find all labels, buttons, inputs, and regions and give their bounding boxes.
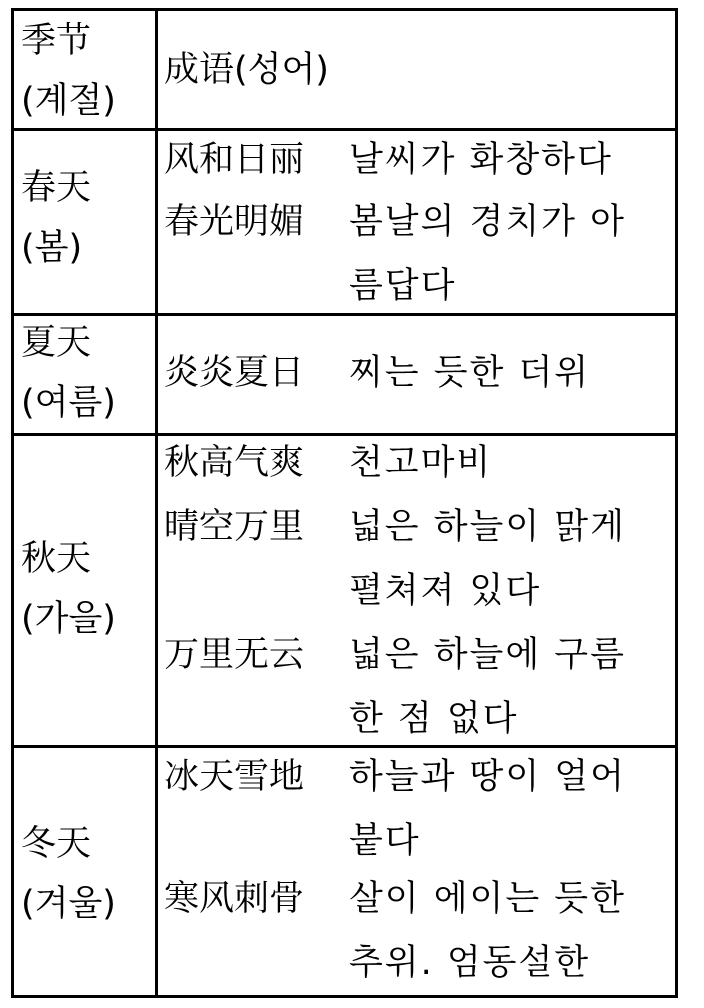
season-idiom-table	[11, 8, 678, 998]
idiom-text: 风和日丽	[164, 140, 305, 180]
season-name: 春天	[21, 168, 92, 208]
meaning-line: 붙다	[349, 821, 421, 861]
season-name-ko: (여름)	[21, 383, 116, 423]
meaning-line: 살이 에이는 듯한	[349, 879, 626, 919]
meaning-line: 찌는 듯한 더위	[349, 353, 591, 393]
column-divider	[155, 11, 158, 995]
header-season-label: 季节	[21, 21, 92, 61]
meaning-line: 천고마비	[349, 443, 493, 483]
season-name: 夏天	[21, 323, 92, 363]
idiom-text: 炎炎夏日	[164, 353, 305, 393]
meaning-line: 펼쳐져 있다	[349, 571, 542, 611]
season-cell-winter	[21, 814, 116, 934]
idiom-text: 万里无云	[164, 635, 305, 675]
season-cell-autumn	[21, 529, 116, 649]
idiom-meaning	[349, 431, 679, 495]
header-season-label-ko: (계절)	[21, 81, 116, 121]
idiom-meaning	[349, 128, 679, 192]
meaning-line: 름답다	[349, 266, 457, 306]
season-cell-spring	[21, 158, 91, 278]
idiom-text: 秋高气爽	[164, 443, 305, 483]
season-name-ko: (겨울)	[21, 884, 116, 924]
meaning-line: 하늘과 땅이 얼어	[349, 757, 626, 797]
idiom-meaning	[349, 867, 679, 995]
idiom-meaning	[349, 495, 679, 623]
season-name: 冬天	[21, 824, 92, 864]
idiom-text: 寒风刺骨	[164, 879, 305, 919]
meaning-line: 추위. 엄동설한	[349, 943, 591, 983]
idiom-meaning	[349, 745, 679, 873]
header-idiom-label: 成语(성어)	[164, 50, 329, 90]
idiom-text: 冰天雪地	[164, 757, 305, 797]
idiom-text: 晴空万里	[164, 507, 305, 547]
season-name-ko: (봄)	[21, 228, 83, 268]
season-name: 秋天	[21, 539, 92, 579]
meaning-line: 넓은 하늘에 구름	[349, 635, 626, 675]
header-season-cell	[21, 11, 116, 131]
meaning-line: 넓은 하늘이 맑게	[349, 507, 626, 547]
meaning-line: 날씨가 화창하다	[349, 140, 613, 180]
idiom-meaning	[349, 623, 679, 751]
season-name-ko: (가을)	[21, 599, 116, 639]
idiom-meaning	[349, 190, 679, 318]
meaning-line: 한 점 없다	[349, 699, 519, 739]
idiom-meaning	[349, 341, 679, 405]
meaning-line: 봄날의 경치가 아	[349, 202, 626, 242]
idiom-text: 春光明媚	[164, 202, 305, 242]
season-cell-summer	[21, 313, 116, 433]
